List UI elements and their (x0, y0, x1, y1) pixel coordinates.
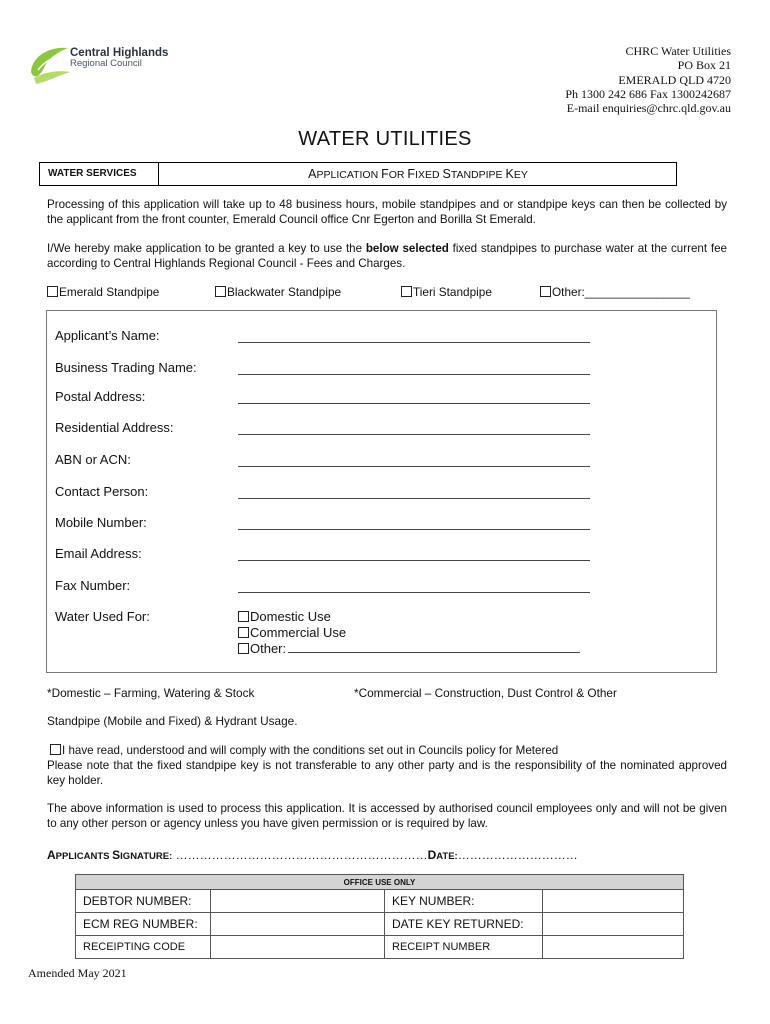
key-number-label: KEY NUMBER: (385, 890, 543, 913)
checkbox-icon[interactable] (238, 611, 249, 622)
applicant-name-field[interactable] (238, 342, 590, 343)
banner-section-label: WATER SERVICES (40, 163, 159, 185)
water-use-commercial[interactable]: Commercial Use (238, 625, 346, 640)
section-banner (39, 162, 677, 186)
signature-label: APPLICANTS SIGNATURE: (47, 848, 173, 862)
receipt-number-cell[interactable] (543, 936, 684, 959)
signature-field[interactable]: ……………………………………………………… (172, 848, 428, 862)
residential-address-field[interactable] (238, 434, 590, 435)
agreement-checkbox-line[interactable]: I have read, understood and will comply with the conditions set out in Councils policy for Metered (47, 743, 737, 758)
address-line: EMERALD QLD 4720 (618, 72, 731, 87)
processing-paragraph: Processing of this application will take up to 48 business hours, mobile standpipes and or standpipe keys can then be collected by the applicant from the front counter, Emerald Council office Cnr Egerton and Borilla St Emerald. (47, 198, 727, 227)
logo-subtitle: Regional Council (70, 58, 142, 69)
logo-wordmark: Central Highlands (70, 47, 169, 59)
office-use-table (75, 874, 684, 959)
application-paragraph: I/We hereby make application to be granted a key to use the below selected fixed standpipes to purchase water at the current fee according to Central Highlands Regional Council - Fees and Charges. (47, 242, 727, 271)
table-row (76, 936, 684, 959)
office-use-header: OFFICE USE ONLY (76, 875, 684, 890)
transfer-note: Please note that the fixed standpipe key is not transferable to any other party and is the responsibility of the nominated approved key holder. (47, 759, 727, 788)
key-number-cell[interactable] (543, 890, 684, 913)
water-use-other-field[interactable] (288, 652, 580, 653)
checkbox-icon[interactable] (47, 286, 58, 297)
business-name-field[interactable] (238, 374, 590, 375)
date-field[interactable]: ………………………… (457, 848, 578, 862)
mobile-number-label: Mobile Number: (55, 515, 147, 530)
fax-number-label: Fax Number: (55, 578, 131, 593)
address-line: E-mail enquiries@chrc.qld.gov.au (566, 101, 731, 116)
standpipe-option-emerald[interactable]: Emerald Standpipe (47, 285, 159, 299)
address-line: PO Box 21 (677, 58, 731, 73)
council-address-block (565, 44, 731, 115)
note-commercial: *Commercial – Construction, Dust Control & Other (354, 686, 617, 700)
form-title: APPLICATION FOR FIXED STANDPIPE KEY (308, 167, 528, 181)
checkbox-icon[interactable] (238, 627, 249, 638)
ecm-reg-number-cell[interactable] (211, 913, 385, 936)
date-key-returned-cell[interactable] (543, 913, 684, 936)
water-used-label: Water Used For: (55, 609, 150, 624)
applicant-details-box (46, 310, 717, 673)
checkbox-icon[interactable] (401, 286, 412, 297)
signature-row (47, 848, 578, 862)
residential-address-label: Residential Address: (55, 420, 174, 435)
checkbox-icon[interactable] (540, 286, 551, 297)
abn-label: ABN or ACN: (55, 452, 131, 467)
table-header-row (76, 875, 684, 890)
table-row (76, 913, 684, 936)
postal-address-field[interactable] (238, 403, 590, 404)
note-domestic: *Domestic – Farming, Watering & Stock (47, 686, 255, 700)
standpipe-option-other[interactable]: Other:________________ (540, 285, 690, 299)
page-title: WATER UTILITIES (298, 128, 472, 150)
water-use-domestic[interactable]: Domestic Use (238, 609, 331, 624)
mobile-number-field[interactable] (238, 529, 590, 530)
receipting-code-label: RECEIPTING CODE (76, 936, 211, 959)
standpipe-option-tieri[interactable]: Tieri Standpipe (401, 285, 492, 299)
water-use-other[interactable]: Other: (238, 641, 580, 656)
checkbox-icon[interactable] (238, 643, 249, 654)
date-key-returned-label: DATE KEY RETURNED: (385, 913, 543, 936)
address-line: CHRC Water Utilities (625, 44, 731, 58)
address-line: Ph 1300 242 686 Fax 1300242687 (565, 86, 731, 101)
applicant-name-label: Applicant’s Name: (55, 328, 160, 343)
receipt-number-label: RECEIPT NUMBER (385, 936, 543, 959)
abn-field[interactable] (238, 466, 590, 467)
ecm-reg-number-label: ECM REG NUMBER: (76, 913, 211, 936)
checkbox-icon[interactable] (215, 286, 226, 297)
postal-address-label: Postal Address: (55, 389, 146, 404)
note-standpipe: Standpipe (Mobile and Fixed) & Hydrant Usage. (47, 714, 298, 728)
policy-agreement (47, 743, 737, 789)
privacy-paragraph: The above information is used to process this application. It is accessed by authorised council employees only and will not be given to any other person or agency unless you have given permission or is required by law. (47, 802, 727, 831)
debtor-number-cell[interactable] (211, 890, 385, 913)
date-label: DATE: (427, 848, 458, 862)
logo-emblem-icon (28, 42, 73, 86)
standpipe-option-blackwater[interactable]: Blackwater Standpipe (215, 285, 341, 299)
contact-person-field[interactable] (238, 498, 590, 499)
receipting-code-cell[interactable] (211, 936, 385, 959)
business-name-label: Business Trading Name: (55, 360, 197, 375)
debtor-number-label: DEBTOR NUMBER: (76, 890, 211, 913)
table-row (76, 890, 684, 913)
checkbox-icon[interactable] (50, 744, 61, 755)
email-address-field[interactable] (238, 560, 590, 561)
contact-person-label: Contact Person: (55, 484, 149, 499)
fax-number-field[interactable] (238, 592, 590, 593)
email-address-label: Email Address: (55, 546, 142, 561)
amended-date: Amended May 2021 (28, 966, 127, 980)
